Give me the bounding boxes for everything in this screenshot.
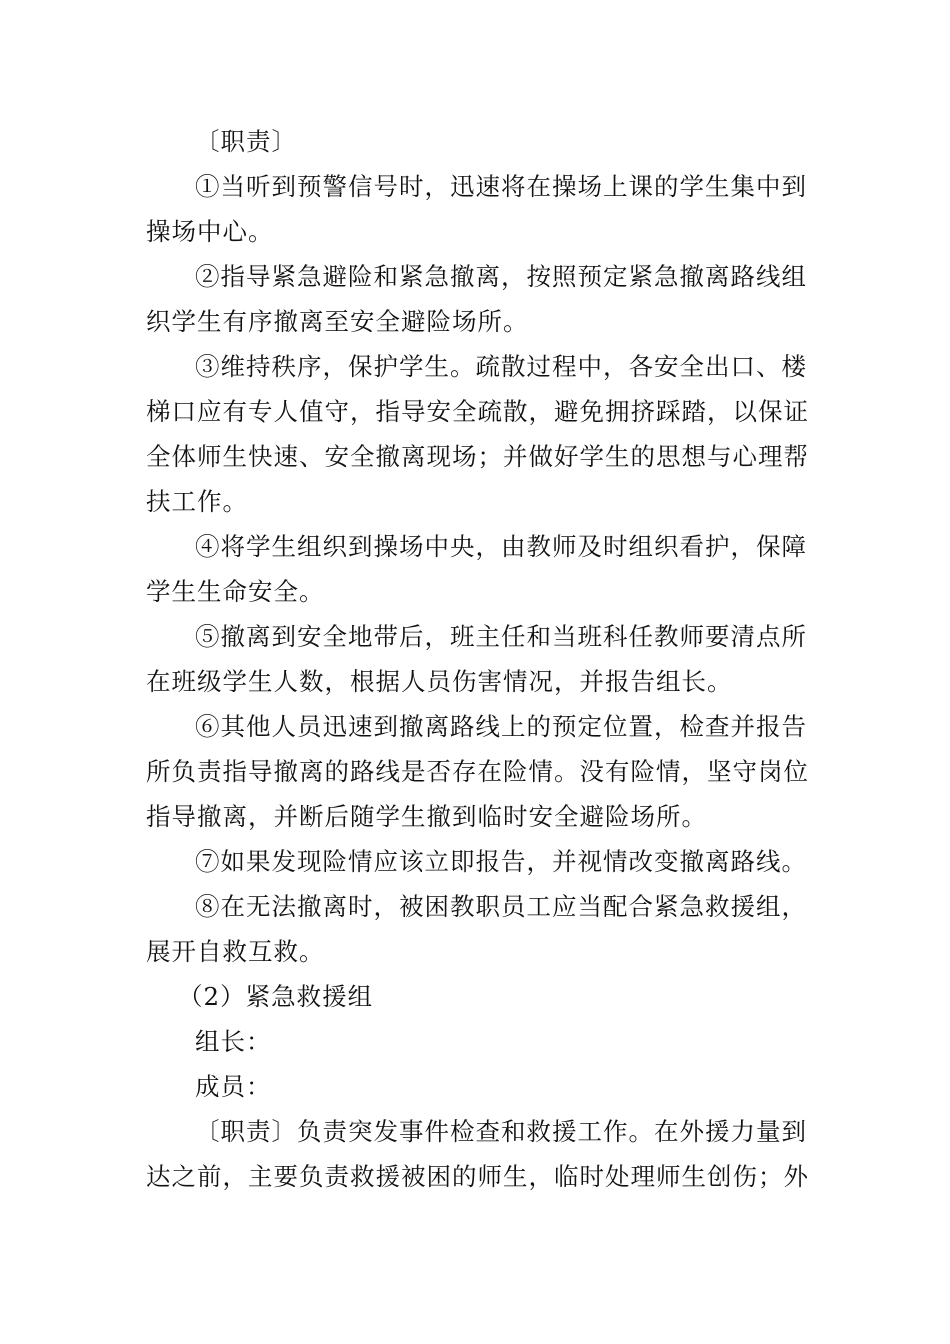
section-heading-emergency-rescue: （2）紧急救援组 <box>178 982 374 1011</box>
text-line-11: ⑤撤离到安全地带后，班主任和当班科任教师要清点所 <box>195 622 807 651</box>
text-line-17: ⑧在无法撤离时，被困教职员工应当配合紧急救援组， <box>195 892 807 921</box>
text-line-22: 〔职责〕负责突发事件检查和救援工作。在外援力量到 <box>195 1117 807 1146</box>
text-line-2: 操场中心。 <box>146 217 274 246</box>
text-line-14: 所负责指导撤离的路线是否存在险情。没有险情，坚守岗位 <box>146 757 809 786</box>
text-line-6: 梯口应有专人值守，指导安全疏散，避免拥挤踩踏，以保证 <box>146 397 809 426</box>
text-line-9: ④将学生组织到操场中央，由教师及时组织看护，保障 <box>195 532 807 561</box>
text-line-13: ⑥其他人员迅速到撤离路线上的预定位置，检查并报告 <box>195 712 807 741</box>
text-line-7: 全体师生快速、安全撤离现场；并做好学生的思想与心理帮 <box>146 442 809 471</box>
text-line-8: 扶工作。 <box>146 487 248 516</box>
text-line-3: ②指导紧急避险和紧急撤离，按照预定紧急撤离路线组 <box>195 262 807 291</box>
duty-heading: 〔职责〕 <box>195 127 297 156</box>
members-label: 成员： <box>195 1072 272 1101</box>
text-line-10: 学生生命安全。 <box>146 577 325 606</box>
text-line-1: ①当听到预警信号时，迅速将在操场上课的学生集中到 <box>195 172 807 201</box>
text-line-4: 织学生有序撤离至安全避险场所。 <box>146 307 529 336</box>
text-line-5: ③维持秩序，保护学生。疏散过程中，各安全出口、楼 <box>195 352 807 381</box>
text-line-23: 达之前，主要负责救援被困的师生，临时处理师生创伤；外 <box>146 1162 809 1191</box>
text-line-15: 指导撤离，并断后随学生撤到临时安全避险场所。 <box>146 802 707 831</box>
text-line-16: ⑦如果发现险情应该立即报告，并视情改变撤离路线。 <box>195 847 807 876</box>
text-line-12: 在班级学生人数，根据人员伤害情况，并报告组长。 <box>146 667 733 696</box>
text-line-18: 展开自救互救。 <box>146 937 325 966</box>
leader-label: 组长： <box>195 1027 272 1056</box>
